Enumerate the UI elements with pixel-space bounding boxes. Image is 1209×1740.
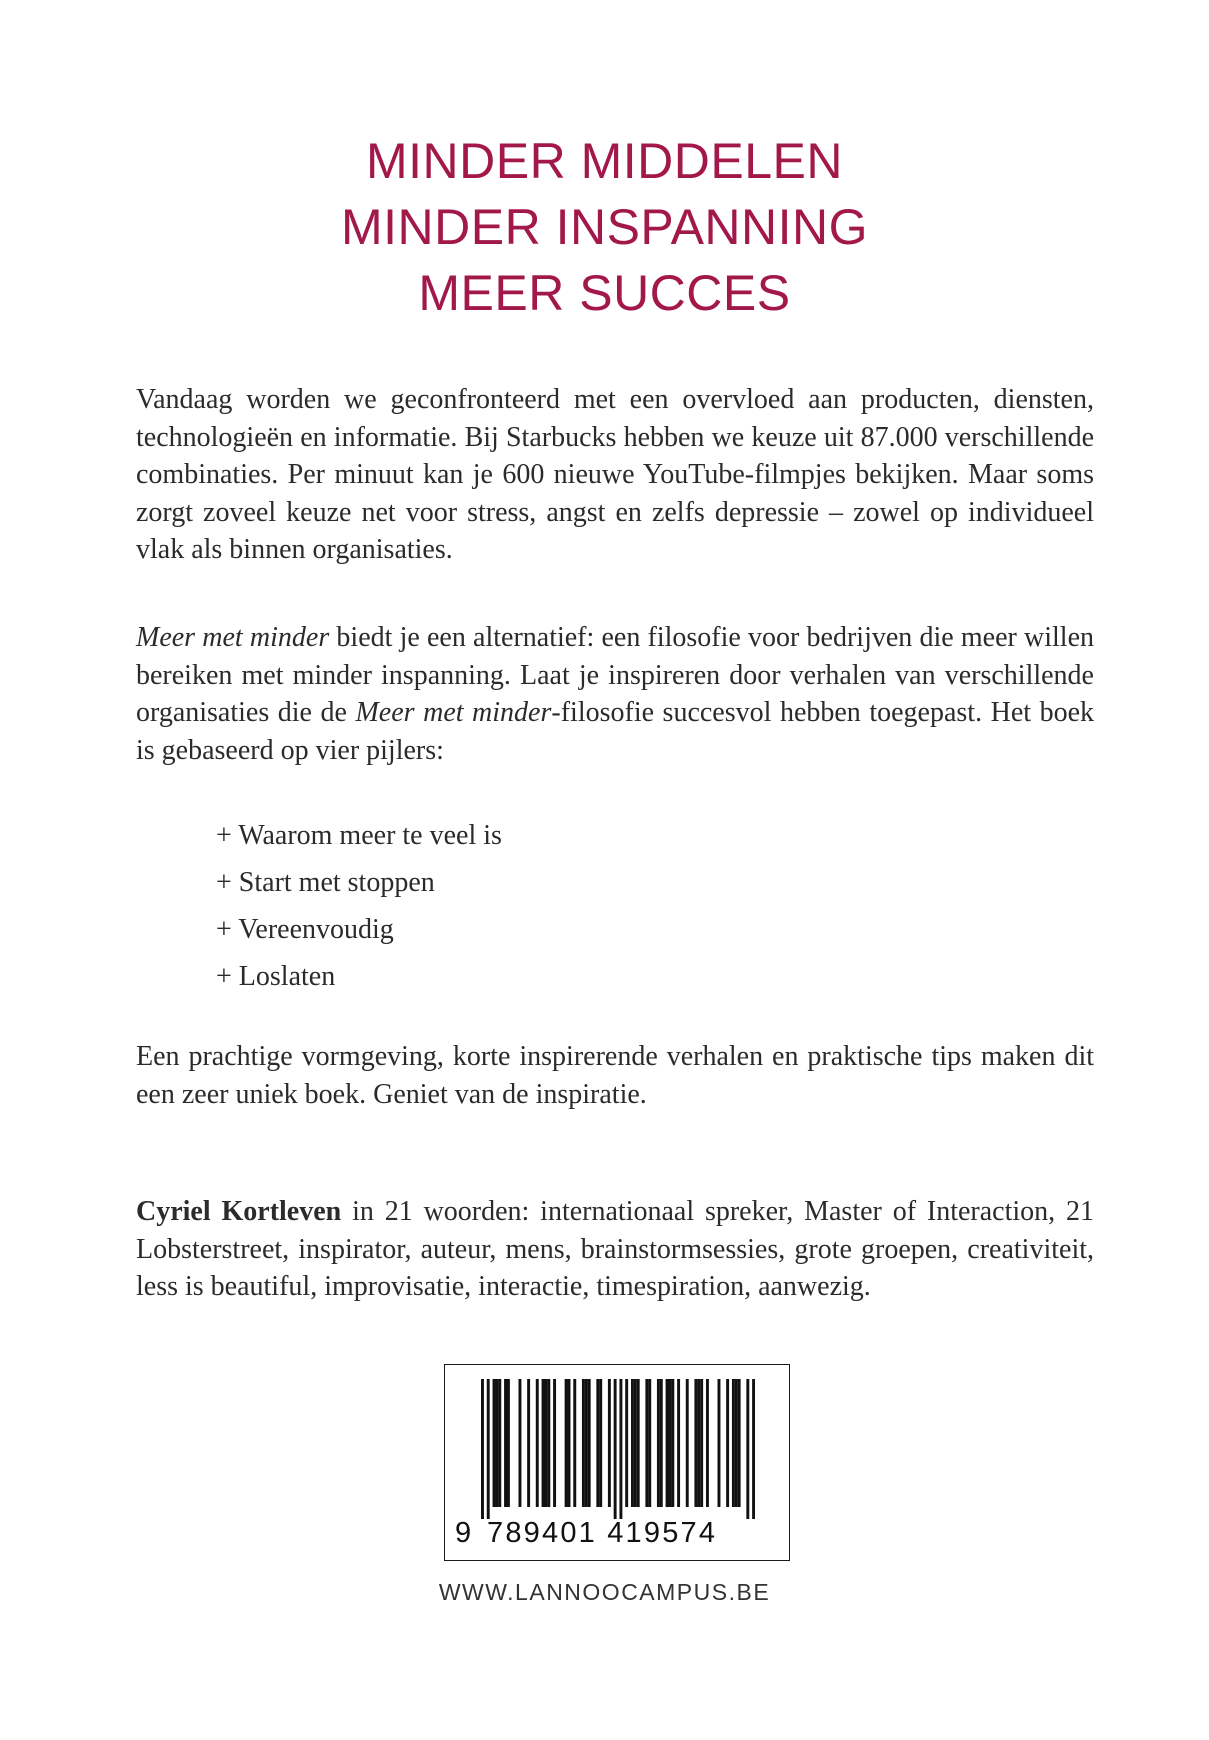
barcode-bar [700,1379,703,1507]
barcode-bar [573,1379,576,1507]
pitch-text-b: -filosofie succesvol hebben toegepast. Het boek is gebaseerd op vier pijlers: [136,697,1095,766]
closing-paragraph: Een prachtige vormgeving, korte inspirerende verhalen en praktische tips maken dit een zeer uniek boek. Geniet van de inspiratie. [136,1041,1094,1110]
barcode-bar [738,1379,741,1507]
barcode-bar [686,1379,689,1507]
barcode-bar [504,1379,507,1507]
headline-line-3: MEER SUCCES [418,265,791,321]
pillar-item: + Start met stoppen [216,867,435,898]
barcode-bar [668,1379,671,1507]
barcode-bar [732,1379,735,1507]
barcode-bar [625,1379,628,1507]
pillar-item: + Loslaten [216,961,336,992]
barcode-bar [585,1379,588,1507]
barcode-bar [634,1379,637,1507]
barcode-bar [596,1379,599,1507]
headline [0,128,1209,326]
barcode-bar [614,1379,617,1519]
isbn-barcode [444,1364,790,1561]
barcode-bar [752,1379,755,1519]
barcode-bar [666,1379,669,1507]
author-bio: in 21 woorden: internationaal spreker, Master of Interaction, 21 Lobsterstreet, inspirator, auteur, mens, brainstormsessies, grote groepen, creativiteit, less is beautiful, improvisatie, interactie, timespiration, aanwezig. [136,1196,1095,1302]
barcode-bar [582,1379,585,1507]
barcode-bar [671,1379,674,1507]
barcode-bar [694,1379,697,1507]
barcode-bar [637,1379,640,1507]
headline-line-1: MINDER MIDDELEN [366,133,843,189]
barcode-bar [735,1379,738,1507]
barcode-bar [547,1379,550,1507]
barcode-bar [660,1379,663,1507]
barcode-bar [657,1379,660,1507]
headline-line-2: MINDER INSPANNING [340,199,869,255]
barcode-bar [706,1379,709,1507]
book-title-italic: Meer met minder [136,622,330,653]
barcode-bar [648,1379,651,1507]
publisher-website: WWW.LANNOOCAMPUS.BE [438,1579,771,1605]
barcode-bar [726,1379,729,1507]
pillar-item: + Waarom meer te veel is [216,820,502,851]
barcode-bar [565,1379,568,1507]
barcode-bar [487,1379,490,1519]
barcode-bar [746,1379,749,1519]
barcode-bar [677,1379,680,1507]
barcode-bar [588,1379,591,1507]
author-paragraph [136,1193,1094,1306]
barcode-bar [608,1379,611,1507]
barcode-bar [481,1379,484,1519]
barcode-bar [542,1379,545,1507]
pillars-list [216,812,502,1000]
barcode-bar [518,1379,521,1507]
barcode-bar [536,1379,539,1507]
book-title-italic-2: Meer met minder [355,697,552,728]
author-name: Cyriel Kortleven [136,1196,342,1227]
barcode-bar [553,1379,556,1507]
pitch-paragraph [136,619,1094,769]
intro-paragraph: Vandaag worden we geconfronteerd met een overvloed aan producten, diensten, technologieën en informatie. Bij Starbucks hebben we keuze uit 87.000 verschillende combinaties. Per minuut kan je 600 nieuwe YouTube-filmpjes bekijken. Maar soms zorgt zoveel keuze net voor stress, angst en zelfs depressie – zowel op individueel vlak als binnen organisaties. [136,384,1094,565]
barcode-bar [631,1379,634,1507]
barcode-bar [507,1379,510,1507]
pillar-item: + Vereenvoudig [216,914,394,945]
barcode-bar [619,1379,622,1519]
isbn-lead-digit: 9 [455,1517,473,1549]
barcode-bar [495,1379,498,1507]
barcode-bar [568,1379,571,1507]
pitch-text-a: biedt je een alternatief: een filosofie voor bedrijven die meer willen bereiken met minder inspanning. Laat je inspireren door verhalen van verschillende organisaties die de [136,622,1095,728]
barcode-bar [697,1379,700,1507]
barcode-bar [527,1379,530,1507]
barcode-bar [645,1379,648,1507]
barcode-bar [498,1379,501,1507]
barcode-bars [481,1379,755,1519]
barcode-bar [718,1379,721,1507]
isbn-digits: 789401 419574 [487,1517,718,1549]
barcode-bar [493,1379,496,1507]
barcode-bar [599,1379,602,1507]
barcode-bar [544,1379,547,1507]
